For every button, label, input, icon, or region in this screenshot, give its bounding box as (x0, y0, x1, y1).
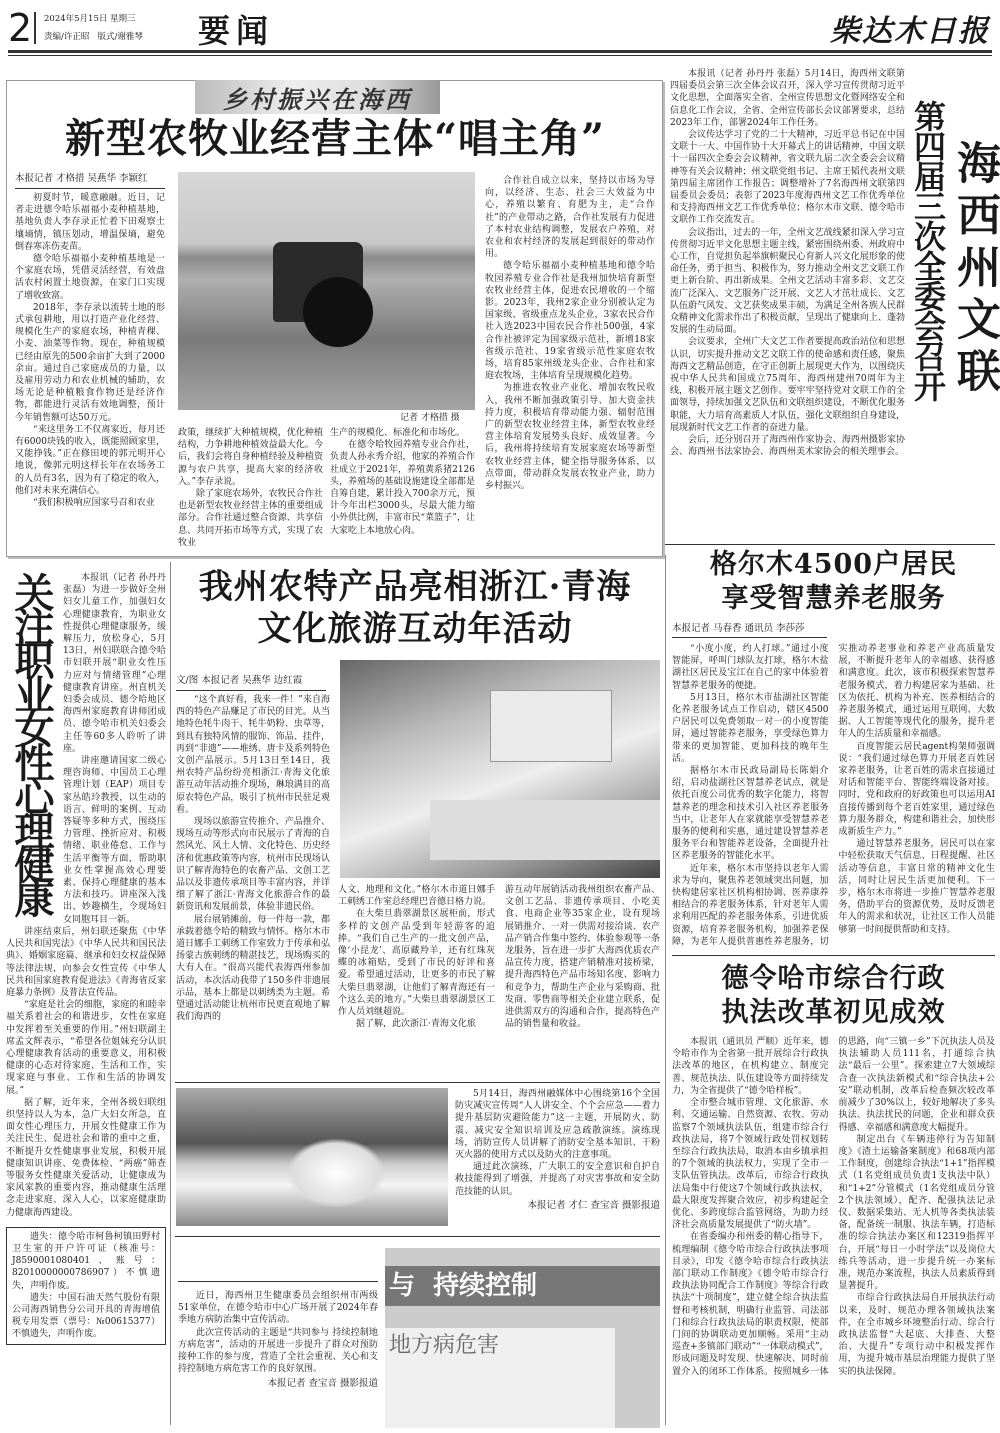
paragraph-part: 近年来，格尔木市坚持以老年人需求为导向，聚焦养老领域突出问题，加快构建居家社区机构相协调、医养康养相结合的养老服务体系，针对老年人需求利用匹配的养老服务体系，引进优质资源，培育养老服务机构，加强养老 (672, 863, 829, 935)
paragraph: “小度小度，约人打球。”通过小度智能屏，呼叫门球队友打球，格尔木盐湖社区居民及宝江在自己的家中体验着智慧养老服务的便捷。 (672, 644, 829, 691)
paragraph: 在德令哈牧园养殖专业合作社，负责人孙永秀介绍，他家的养殖合作社成立于2021年，养殖黄系猪2126头，养殖场的基础设施建设全部都是自筹自建，累计投入700余万元，预计今年出栏3000头，尽最大能力缩小外供比例，丰富市民“菜篮子”，让大家吃上本地放心肉。 (330, 440, 475, 536)
section-divider (175, 1082, 660, 1083)
disease-credit: 本报记者 查宝音 摄影报道 (267, 1378, 378, 1390)
paragraph: 会议传达学习了党的二十大精神，习近平总书记在中国文联十一大、中国作协十大开幕式上的讲话精神，中国文联十一届四次全委会会议精神，省文联九届二次全委会会议精神等有关会议精神；州文联党组书记、主席王韬代表州文联第四届主席团作工作报告；调整增补了7名海西州文联第四届委员会委员；表彰了2023年度海西州文艺工作优秀单位和支持海西州文艺工作优秀单位；格尔木市文联、德令哈市文联作工作交流发言。 (670, 130, 905, 226)
lost-notice: 遗失：德令哈市柯鲁柯镇田野村卫生室的开户许可证（核准号：J8590001080401、账号：82010000000786907）不慎遗失，声明作废。 (12, 1231, 160, 1291)
display-board (490, 690, 612, 762)
paragraph: 德令哈乐福福小麦种植基地是一个家庭农场，凭借灵活经营，有效盘活农村闲置土地资源，在家门口实现了增收致富。 (15, 254, 165, 301)
photo-caption: 记者 才格措 摄 (400, 413, 460, 423)
golmud-headline-line2: 享受智慧养老服务 (721, 583, 946, 614)
paragraph: 据格尔木市民政局副局长陈娟介绍，启动盐湖社区智慧养老试点，就是依托百度公司优秀的数字化能力，将智慧养老的理念和技术引入社区养老服务当中，让老年人在家就能享受智慧养老服务的便利和实惠，通过建设智慧养老服务平台和智能养老设备，全面提升社区养老服务的智能化水平。 (672, 766, 829, 862)
agri-headline: 新型农牧业经营主体“唱主角” (64, 115, 605, 162)
paragraph: 全市整合城市管理、文化旅游、水利、交通运输、自然资源、农牧、劳动监察7个领域执法队伍，组建市综合行政执法局，将7个领域行政处罚权划转至综合行政执法局，取消本由乡镇承担的7个领域的执法权力，实现了全市一支队伍管执法。改革后，市综合行政执法局集中行使这7个领域行政执法权，最大限度发挥聚合效应，初步构建起全优化、多跨度综合监管网络，为助力经济社会高质量发展提供了“防火墙”。 (672, 1098, 829, 1231)
section-title: 要闻 (198, 12, 275, 50)
rural-revitalization-banner (195, 80, 440, 114)
paragraph: 初夏时节，暖意融融。近日，记者走进德令哈乐福福小麦种植基地，基地负责人李存录正忙着下田观察土壤墒情，镇压划动，增温保墒，避免倒春寒冻伤麦苗。 (15, 193, 165, 252)
fire-drill-photo (176, 1088, 448, 1226)
paragraph: “这个真好看，我来一件！”来自海西的特色产品赚足了市民的目光。从当地特色牦牛肉干、牦牛奶粉、虫草等，到具有独特风情的服饰、饰品、挂件，再到“非遗”——堆绣、唐卡及系列特色文创产品展示。5月13日至14日，我州农特产品纷纷亮相浙江·青海文化旅游互动年活动推介现场，琳琅满目的高原农特色产品，吸引了杭州市民驻足观看。 (176, 695, 330, 815)
paragraph: 为推进农牧业产业化、增加农牧民收入，我州不断加强政策引导、加大资金扶持力度，积极培育带动能力强、辐射范围广的新型农牧业经营主体，新型农牧业经营主体培育发展势头良好、成效显著。今后，我州将持续培育发展家庭农场等新型农牧业经营主体，健全指导服务体系，以点带面，带动群众发展农牧业产业，助力乡村振兴。 (485, 383, 655, 492)
paragraph: 制定出台《车辆违停行为告知制度》《渣土运输备案制度》和68项内部工作制度，创建综合执法“1+1”指挥模式（1名党组成员负责1支执法中队）和“1+2”分管模式（1名党组成员分管2个执法领域），配齐、配强执法记录仪、数据采集站、无人机等各类执法装备，配备统一制服、执法车辆，打造标准的综合执法办案区和12319指挥平台，开展“每日一小时学法”以及岗位大练兵等活动，进一步提升统一办案标准，规范办案流程，执法人员素质得到显著提升。 (838, 1134, 995, 1292)
paragraph: 本报讯（通讯员 严顺）近年来，德令哈市作为全省第一批开展综合行政执法改革的地区，在机构建立、制度完善、规范执法、队伍建设等方面持续发力，为全省提供了“德令哈样板”。 (672, 1037, 829, 1096)
editors: 责编/许正昭 版式/谢雅琴 (44, 32, 143, 42)
golmud-body (672, 643, 995, 948)
expo-headline-line2: 文化旅游互动年活动 (257, 609, 573, 649)
paragraph: 除了家庭农场外，农牧民合作社也是新型农牧业经营主体的重要组成部分。合作社通过整合资源、共享信息、共同开拓市场等方式，实现了农牧业 (178, 489, 323, 548)
paragraph: 市综合行政执法局自开展执法行动以来，及时、规范办理各领域执法案件，在全市城乡环境整治行动、综合行政执法监督“大起底、大排查、大整治、大提升”专项行动中积极发挥作用，为提升城市基层治理能力提供了坚实的执法保障。 (838, 1293, 995, 1377)
paragraph: 政策，继续扩大种植规模，优化种植结构，力争耕地种植效益最大化。今后，我们会将自身种植经验及种植资源与农户共享，提高大家的经济收入。”李存录说。 (178, 428, 323, 487)
lost-notice: 遗失：中国石油天然气股份有限公司海西销售分公司开具的青海增值税专用发票（票号：№00615377）不慎遗失，声明作废。 (12, 1292, 160, 1340)
disease-caption (178, 1290, 378, 1391)
paragraph-part: 在省委编办和州委的精心指导下，梳理编制《德令哈市综合行政执法事项目录》，印发《德令哈市综合行政执法部门联动工作制度》《德令哈市综合行政执法协同配合工作制度》等综合行政执法“十项制度”，建立健全综合执法监督和考核机制，明确行业监管、司法部门和综合行政执法局的职责权限，使部门间的协调联动更加顺畅。采用“主动巡查+多镇部门联动”“一体联动模式”，形成问题及时发现、快速解决、同时前置介入的闭环工作体 (672, 1232, 829, 1377)
paragraph: 5月14日，海西州融媒体中心围绕第16个全国防灾减灾宣传周“人人讲安全、个个会应急——着力提升基层防灾避险能力”这一主题，开展防火、防震、减灾安全知识培训及应急疏散演练。演练现场，消防宣传人员讲解了消防安全基本知识、干粉灭火器的使用方式以及防火的注意事项。 (455, 1089, 660, 1161)
delingha-headline-line2: 执法改革初见成效 (721, 997, 946, 1029)
disease-campaign-photo (385, 1248, 660, 1428)
paragraph: 会后，还分别召开了海西州作家协会、海西州摄影家协会、海西州书法家协会、海西州美术家协会的相关理事会。 (670, 435, 905, 458)
extinguisher-smoke (286, 1138, 386, 1208)
paragraph: “家庭是社会的细胞，家庭的和睦幸福关系着社会的和谐进步，女性在家庭中发挥着至关重要的作用。”州妇联副主席孟文辉表示，“希望各位姐妹充分认识心理健康教育活动的重要意义，用积极健康的心态对待家庭、生活和工作，实现家庭与事业、工作和生活的协调发展。” (6, 1000, 166, 1096)
lost-notice-box (6, 1227, 166, 1345)
paragraph: 通过智慧养老服务，居民可以在家中轻松获取天气信息、日程提醒、社区活动等信息，丰富日常的精神文化生活，同时让居民生活更加便利。下一步，格尔木市将进一步推广智慧养老服务，借助平台的资源优势，及时反馈老年人的需求和状况，让社区工作人员能够第一时间提供帮助和支持。 (838, 839, 995, 935)
paragraph: 会议指出，过去的一年，全州文艺战线紧扣深入学习宣传贯彻习近平文化思想主题主线，紧密围绕州委、州政府中心工作，自觉担负起举旗帜聚民心育新人兴文化展形象的使命任务，勇于担当、积极作为，努力推动全州文艺文联工作更上新台阶、再出新成果。全州文艺活动丰富多彩、文艺交流广泛深入、文艺服务广泛开展、文艺人才茁壮成长、文艺队伍蔚气风发、文艺获奖成果丰硕，为满足全州各族人民群众精神文化需求作出了积极贡献，呈现出了健康向上、蓬勃发展的生动局面。 (670, 227, 905, 336)
paragraph: “我们积极响应国家号召和农业 (33, 498, 155, 509)
paragraph: 5月13日，格尔木市盐湖社区智能化养老服务试点工作启动，辖区4500户居民可以免费领取一对一的小度智能屏，通过智能养老服务，享受绿色算力带来的更加智能、更加科技的晚年生活。 (672, 692, 829, 764)
paragraph: 讲座结束后，州妇联还聚焦《中华人民共和国宪法》《中华人民共和国民法典》、婚姻家庭篇、继承和妇女权益保障等法律法规，向参会女性宣传《中华人民共和国家庭教育促进法》《青海省反家庭暴力条例》及普法宣传品。 (6, 926, 166, 998)
paragraph: 德令哈乐福福小麦种植基地和德令哈牧园养殖专业合作社是我州加快培育新型农牧业经营主体，促进农民增收的一个缩影。2023年，我州2家企业分别被认定为国家级、省级重点龙头企业，3家农民合作社入选2023中国农民合作社500强，4家合作社被评定为国家级示范社，新增18家省级示范社、19家省级示范性家庭农牧场，培育85家州级龙头企业、合作社和家庭农牧场，主体培育呈现规模化趋势。 (485, 261, 655, 382)
paragraph: 此次宣传活动的主题是“共同参与 持续控制地方病危害”，活动的开展进一步提升了群众对预防接种工作的参与度，营造了全社会重视、关心和支持控制地方病危害工作的良好氛围。 (178, 1327, 378, 1375)
expo-column-a (176, 694, 330, 1023)
drill-credit: 本报记者 才仁 查宝音 摄影报道 (527, 1199, 660, 1211)
paragraph: 百度智能云居民agent构架师强调说：“我们通过绿色算力开展老百姓居家养老服务，让老百姓的需求直接通过对话和智能平台、智能终端设备对接。同时，党和政府的好政策也可以运用AI直接传播到每个老百姓家里，通过绿色算力服务群众，构建和谐社会，加快形成新质生产力。” (838, 741, 995, 838)
wenlian-headline: 海西州文联 (949, 140, 1000, 400)
section-divider (665, 544, 995, 545)
header-divider-vertical (34, 12, 36, 44)
paragraph: 展台展销摊前，每一件每一款，都承载着德令哈的精致与情怀。格尔木市道日娜手工刺绣工作室致力于传承和弘扬蒙古族刺绣的精湛技艺，现场购买的大有人在。“很高兴能代表海西州参加活动，本次活动我带了150多件非遗展示品，基本上都是以刺绣类为主题。希望通过活动能让杭州市民更直观地了解我们海西的 (176, 914, 330, 1023)
agri-column-2 (178, 427, 323, 549)
section-divider (175, 1236, 660, 1237)
tractor-photo (178, 172, 475, 410)
agri-column-3 (330, 427, 475, 537)
delingha-body (672, 1036, 995, 1378)
paragraph: 现场以旅游宣传推介、产品推介、现场互动等形式向市民展示了青海的自然风光、风土人情、文化特色、历史经济和优惠政策等内容，杭州市民现场认识了解青海特色的农畜产品、文创工艺品以及非遗传承项目等丰富内容，并详细了解了浙江·青海文化旅游合作的最新资讯和发展前景，体验非遗民俗。 (176, 817, 330, 913)
paragraph: 本报讯（记者 孙丹丹 张磊）5月14日，海西州文联第四届委员会第三次全体会议召开，深入学习宣传贯彻习近平文化思想，全面落实全省、全州宣传思想文化暨网络安全和信息化工作会议，全省、全州宣传部长会议部署要求，总结2023年工作，部署2024年工作任务。 (670, 69, 905, 128)
campaign-banner: 与 持续控制 (385, 1266, 660, 1306)
agri-column-4 (485, 175, 655, 492)
column-divider (170, 562, 171, 1425)
women-headline-box (6, 572, 60, 917)
left-column (6, 572, 166, 1345)
expo-headline-line1: 我州农特产品亮相浙江·青海 (198, 567, 632, 607)
masthead-logo: 柴达木日报 (830, 14, 990, 49)
paragraph: 据了解，近年来，全州各级妇联组织坚持以人为本，急广大妇女所急，直面女性心理压力，开展女性健康工作为关注民生、促进社会和谐的重中之重，不断提升女性健康事业发展，积极开展健康知识讲座、免费体检、“两癌”筛查等服务女性健康关爱活动，让健康成为家风家教的重要内容，推动健康生活理念走进家庭、深入人心，以家庭健康助力健康海西建设。 (6, 1097, 166, 1218)
drill-caption (455, 1088, 660, 1212)
paragraph: 通过此次演练，广大职工的安全意识和自护自救技能得到了增强，并提高了对灾害事故和安全防范技能的认识。 (455, 1162, 660, 1197)
women-headline: 关注职业女性心理健康 (8, 572, 55, 912)
section-divider (672, 955, 995, 956)
paragraph: 人文、地理和文化。”格尔木市道日娜手工刺绣工作室总经理巴音德日格力说。 (338, 885, 495, 908)
wenlian-subheadline: 第四届三次全委会召开 (909, 100, 947, 400)
right-column (672, 548, 995, 1378)
expo-column-c (505, 884, 660, 1030)
poster-board (385, 1328, 615, 1428)
wenlian-article-body (670, 68, 905, 459)
header-rule-thin (8, 55, 992, 56)
paragraph-part: 系。按照城乡一体的思路，向“三镇一乡”下沉执法人员及执法辅助人员111名，打通综合执法“最后一公里”。探索建立7大领域综合查一次执法新模式和“综合执法+公安”联动机制，改革后检查频次较改革前减少了30%以上，较好地解决了多头执法、执法扰民的问题，企业和群众获得感、幸福感和满意度大幅提升。 (754, 1037, 995, 1377)
column-divider (665, 555, 666, 1425)
paragraph-part: 保障，为老年人提供普惠性养老服务，切实推动养老事业和养老产业高质量发展，不断提升老年人的幸福感、获得感和满意度。此次，该市积极探索智慧养老服务模式，着力构建居家为基础、社区为依托、机构为补充、医养相结合的养老服务模式，通过运用互联网、大数据、人工智能等现代化的服务，提升老年人的生活质量和幸福感。 (672, 644, 995, 947)
expo-booth-photo (340, 660, 660, 878)
tractor-wheel (303, 277, 373, 347)
agri-byline: 本报记者 才格措 吴燕华 李颖红 (15, 170, 165, 189)
paragraph: 游互动年展销活动我州组织农畜产品、文创工艺品、非遗传承项目、小吃美食、电商企业等35家企业，设有现场展销推介、一对一供需对接洽谈、农产品产销合作集中签约、体验参观等一条龙服务，旨在进一步扩大海西优质农产品宣传力度，搭建产销精准对接桥梁，提升海西特色产品市场知名度、影响力和竞争力，帮助生产企业与采购商、批发商、零售商等相关企业建立联系，促进供需双方的沟通和合作，提高特色产品的销售量和收益。 (505, 885, 660, 1030)
paragraph: 2018年，李存录以流转土地的形式承包耕地，用以打造产业化经营、规模化生产的家庭农场，种植青稞、小麦、油菜等作物。现在，种植规模已经由原先的500余亩扩大到了2000余亩。通过自己家庭成员的力量，以及雇用劳动力和农业机械的辅助，农场无论是种植粮食作物还是经济作物，都能进行灵活有效地调整，预计今年销售额可达50万元。 (15, 302, 165, 423)
paragraph: 生产的规模化、标准化和市场化。 (330, 428, 466, 438)
agri-column-1 (15, 192, 165, 509)
paragraph-part: 妇女同胞耳目一新。 (63, 902, 166, 925)
paragraph-part: 讲座邀请国家二级心理咨询师、中国员工心理管理计划（EAP）项目专家丛皓玲教授，以生动的语言、鲜明的案例、互动答疑等多种方式，围绕压力管理、挫折应对、积极情绪、职业倦怠、工作与生活平衡等方面，帮助职业女性掌握高效心理要素、保持心理健康的基本方法和技巧。讲座深入浅出、妙趣横生，令现场 (63, 756, 166, 913)
paragraph: 在大柴旦翡翠湖景区展柜前，形式多样的文创产品受到年轻游客的追捧。“我们自己生产的一批文创产品，像‘小昆龙’、高原藏羚羊，还有红珠灰蝶的冰箱贴，受到了市民的好评和喜爱。希望通过活动，让更多的市民了解大柴旦翡翠湖，让他们了解青海还有一个这么美的地方。”大柴旦翡翠湖景区工作人员刘继超说。 (338, 909, 495, 1018)
page-number: 2 (8, 6, 33, 50)
delingha-headline-line1: 德令哈市综合行政 (721, 963, 946, 995)
paragraph: 会议要求，全州广大文艺工作者要提高政治站位和思想认识，切实提升推动文艺文联工作的使命感和责任感，聚焦海西文艺精品创造，在守正创新上展现更大作为，以围绕庆祝中华人民共和国成立75周年、海西州建州70周年为主线，积极开展主题文艺创作。要牢牢坚持党对文联工作的全面领导，持续加强文艺队伍和文联组织建设，不断优化服务职能，大力培育高素质人才队伍，强化文联组织自身建设，展现新时代文艺工作者的奋进力量。 (670, 337, 905, 433)
issue-date: 2024年5月15日 星期三 (44, 14, 136, 24)
poster-title: 地方病危害 (389, 1333, 500, 1358)
paragraph: 近日，海西州卫生健康委员会组织州市两级51家单位，在德令哈市中心广场开展了2024年春季地方病防治集中宣传活动。 (178, 1291, 378, 1326)
banner-text: 乡村振兴在海西 (223, 84, 412, 114)
expo-byline: 文/图 本报记者 吴燕华 边红霞 (176, 672, 326, 691)
paragraph: “来这里务工不仅离家近，每月还有6000块钱的收入，既能照顾家里，又能挣钱。”正在修田埂的郭元明开心地说，像郭元明这样长年在农场务工的人员有3名，因为有了稳定的收入，他们对未来充满信心。 (15, 424, 165, 496)
paragraph: 本报讯（记者 孙丹丹 张磊）为进一步做好全州妇女儿童工作，加强妇女心理健康教育，为职业女性提供心理健康服务，缓解压力，放松身心，5月13日，州妇联联合德令哈市妇联开展“职业女性压力应对与情绪管理”心理健康教育讲座。州直机关妇委会成员、德令哈地区海西州家庭教育讲师团成员、德令哈市机关妇委会主任等60多人聆听了讲座。 (63, 573, 166, 754)
paragraph: 据了解，此次浙江·青海文化旅 (356, 1019, 476, 1030)
section-divider (178, 1281, 378, 1282)
header-rule (8, 50, 992, 53)
paragraph: 合作社自成立以来，坚持以市场为导向，以经济、生态、社会三大效益为中心，养殖以繁育、育肥为主，走“合作社”的产业带动之路，合作社发展有力促进了本村农业结构调整，发展农户养殖，对农业和农村经济的发展起到很好的带动作用。 (485, 176, 655, 260)
product-table (430, 800, 660, 860)
expo-column-b (338, 884, 495, 1030)
golmud-byline: 本报记者 马春香 通讯员 李莎莎 (672, 620, 827, 638)
golmud-headline-line1: 格尔木4500户居民 (709, 549, 958, 580)
